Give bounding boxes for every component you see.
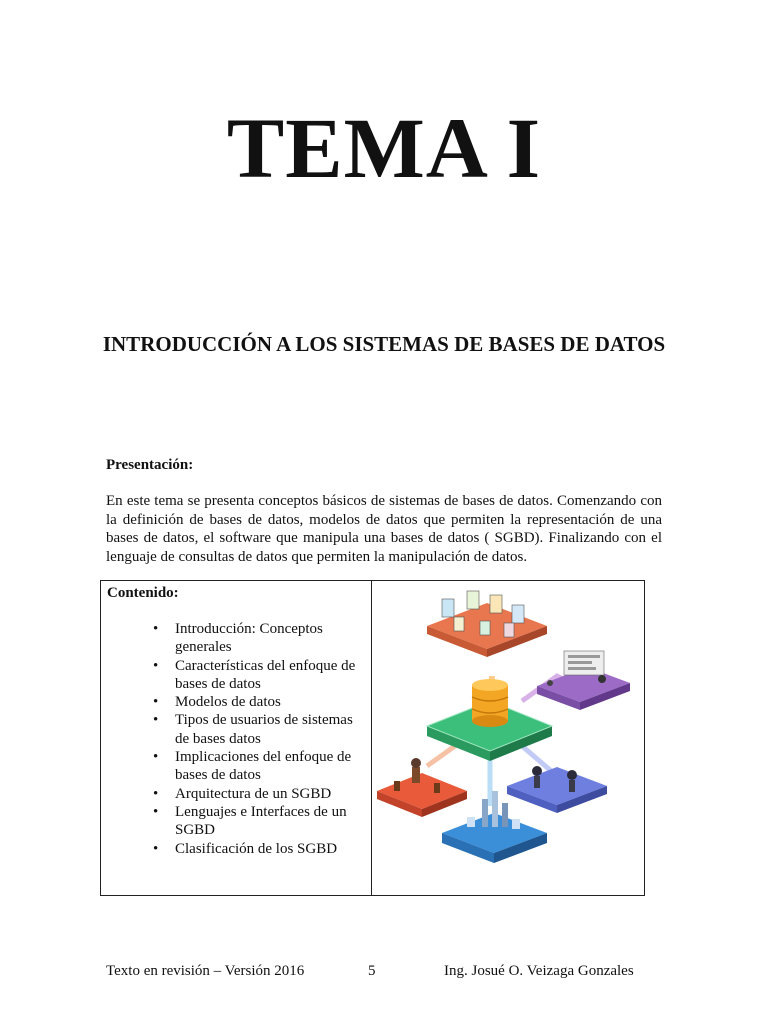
list-item-label: Introducción: Conceptos generales xyxy=(175,621,323,656)
list-item-label: Clasificación de los SGBD xyxy=(175,840,338,857)
contents-table xyxy=(100,580,645,896)
page-number: 5 xyxy=(368,963,376,979)
list-item-label: Modelos de datos xyxy=(175,694,281,711)
list-item xyxy=(153,803,365,840)
list-item-label: Arquitectura de un SGBD xyxy=(175,785,332,802)
list-item-label: Lenguajes e Interfaces de un SGBD xyxy=(175,803,347,839)
list-item xyxy=(153,693,365,711)
document-subtitle: INTRODUCCIÓN A LOS SISTEMAS DE BASES DE DATOS xyxy=(102,332,666,356)
page-title: TEMA I xyxy=(226,100,542,196)
database-architecture-illustration xyxy=(372,581,643,895)
bullet-icon: • xyxy=(153,621,159,637)
list-item-label: Tipos de usuarios de sistemas de bases datos xyxy=(175,712,353,747)
contents-heading: Contenido: xyxy=(107,585,179,601)
bullet-icon: • xyxy=(153,785,159,802)
bottom-right-platform xyxy=(507,766,607,813)
right-platform xyxy=(537,651,630,710)
footer-author: Ing. Josué O. Veizaga Gonzales xyxy=(444,963,634,979)
bullet-icon: • xyxy=(153,657,159,674)
list-item-label: Características del enfoque de bases de datos xyxy=(175,657,356,692)
bullet-icon: • xyxy=(153,749,159,766)
bullet-icon: • xyxy=(153,712,159,729)
top-platform xyxy=(427,591,547,657)
list-item xyxy=(153,748,365,785)
list-item xyxy=(153,711,365,748)
presentation-paragraph: En este tema se presenta conceptos básicos de sistemas de bases de datos. Comenzando con la definición de bases de datos, modelos de datos que permiten la representación de una bases de datos, el software que manipula una bases de datos ( SGBD). Finalizando con el lenguaje de consultas de datos que permiten la manipulación de datos. xyxy=(106,493,662,565)
illustration-cell xyxy=(372,581,644,895)
list-item-label: Implicaciones del enfoque de bases de datos xyxy=(175,749,352,784)
list-item xyxy=(153,785,365,803)
topics-list xyxy=(107,620,365,858)
left-platform xyxy=(377,758,467,817)
footer-version: Texto en revisión – Versión 2016 xyxy=(106,963,305,979)
bullet-icon: • xyxy=(153,694,159,711)
contents-cell xyxy=(101,581,372,895)
bullet-icon: • xyxy=(153,803,159,820)
database-icon xyxy=(472,679,508,727)
list-item xyxy=(153,840,365,858)
presentation-heading: Presentación: xyxy=(106,457,194,473)
bullet-icon: • xyxy=(153,840,159,857)
list-item xyxy=(153,620,365,657)
list-item xyxy=(153,657,365,694)
